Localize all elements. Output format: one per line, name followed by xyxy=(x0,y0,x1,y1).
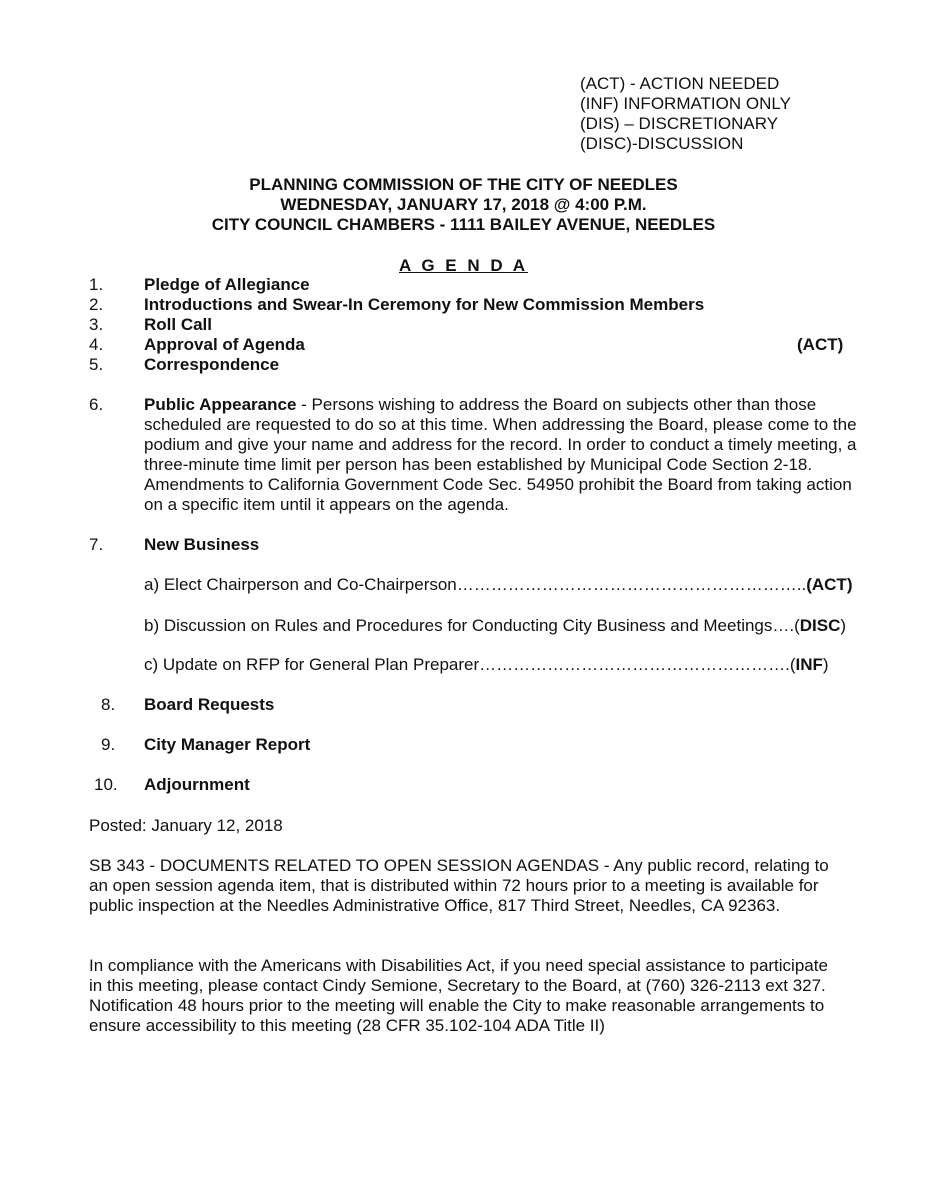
sb343-notice: SB 343 - DOCUMENTS RELATED TO OPEN SESSION AGENDAS - Any public record, relating to an open session agenda item, that is distributed within 72 hours prior to a meeting is available for public inspection at the Needles Administrative Office, 817 Third Street, Needles, CA 92363. xyxy=(89,856,829,915)
item-7-number: 7. xyxy=(89,535,104,554)
item-10-number: 10. xyxy=(94,775,118,794)
item-3-title: Roll Call xyxy=(144,315,213,334)
item-4-number: 4. xyxy=(89,335,104,354)
header-line-1: PLANNING COMMISSION OF THE CITY OF NEEDLES xyxy=(249,175,678,194)
item-2-title: Introductions and Swear-In Ceremony for New Commission Members xyxy=(144,295,705,314)
item-2-number: 2. xyxy=(89,295,104,314)
header-line-2: WEDNESDAY, JANUARY 17, 2018 @ 4:00 P.M. xyxy=(280,195,647,214)
legend-act: (ACT) - ACTION NEEDED xyxy=(580,74,780,93)
subitem-a-tag: (ACT) xyxy=(806,575,853,594)
legend-disc: (DISC)-DISCUSSION xyxy=(580,134,744,153)
subitem-c: c) Update on RFP for General Plan Preparer……………………………………………….(INF) xyxy=(144,655,829,674)
item-5-title: Correspondence xyxy=(144,355,280,374)
item-10-title: Adjournment xyxy=(144,775,250,794)
ada-notice: In compliance with the Americans with Disabilities Act, if you need special assistance to participate in this meeting, please contact Cindy Semione, Secretary to the Board, at (760) 326-2113 ext 327. Notification 48 hours prior to the meeting will enable the City to make reasonable arrangements to ensure accessibility to this meeting (28 CFR 35.102-104 ADA Title II) xyxy=(89,956,828,1035)
item-6-number: 6. xyxy=(89,395,104,414)
legend-inf: (INF) INFORMATION ONLY xyxy=(580,94,791,113)
posted-date: Posted: January 12, 2018 xyxy=(89,816,283,835)
subitem-c-tag: INF xyxy=(795,655,823,674)
header-line-3: CITY COUNCIL CHAMBERS - 1111 BAILEY AVENUE, NEEDLES xyxy=(211,215,716,234)
item-8-number: 8. xyxy=(101,695,116,714)
public-appearance-paragraph xyxy=(144,395,874,515)
subitem-a: a) Elect Chairperson and Co-Chairperson……………………………………………………..(ACT) xyxy=(144,575,853,594)
item-9-title: City Manager Report xyxy=(144,735,311,754)
item-7-title: New Business xyxy=(144,535,260,554)
item-4-tag: (ACT) xyxy=(797,335,844,354)
public-appearance-text: - Persons wishing to address the Board on subjects other than those scheduled are requested to do so at this time. When addressing the Board, please come to the podium and give your name and address for the record. In order to conduct a timely meeting, a three-minute time limit per person has been established by Municipal Code Section 2-18. Amendments to California Government Code Sec. 54950 prohibit the Board from taking action on a specific item until it appears on the agenda. xyxy=(144,395,857,514)
legend-dis: (DIS) – DISCRETIONARY xyxy=(580,114,779,133)
item-5-number: 5. xyxy=(89,355,104,374)
subitem-b: b) Discussion on Rules and Procedures for Conducting City Business and Meetings….(DISC) xyxy=(144,616,847,635)
subitem-b-tag: DISC xyxy=(799,616,841,635)
item-1-number: 1. xyxy=(89,275,104,294)
item-8-title: Board Requests xyxy=(144,695,275,714)
agenda-title: A G E N D A xyxy=(398,256,529,275)
public-appearance-title: Public Appearance xyxy=(144,395,297,414)
item-4-title: Approval of Agenda xyxy=(144,335,305,354)
item-3-number: 3. xyxy=(89,315,104,334)
item-9-number: 9. xyxy=(101,735,116,754)
item-1-title: Pledge of Allegiance xyxy=(144,275,310,294)
